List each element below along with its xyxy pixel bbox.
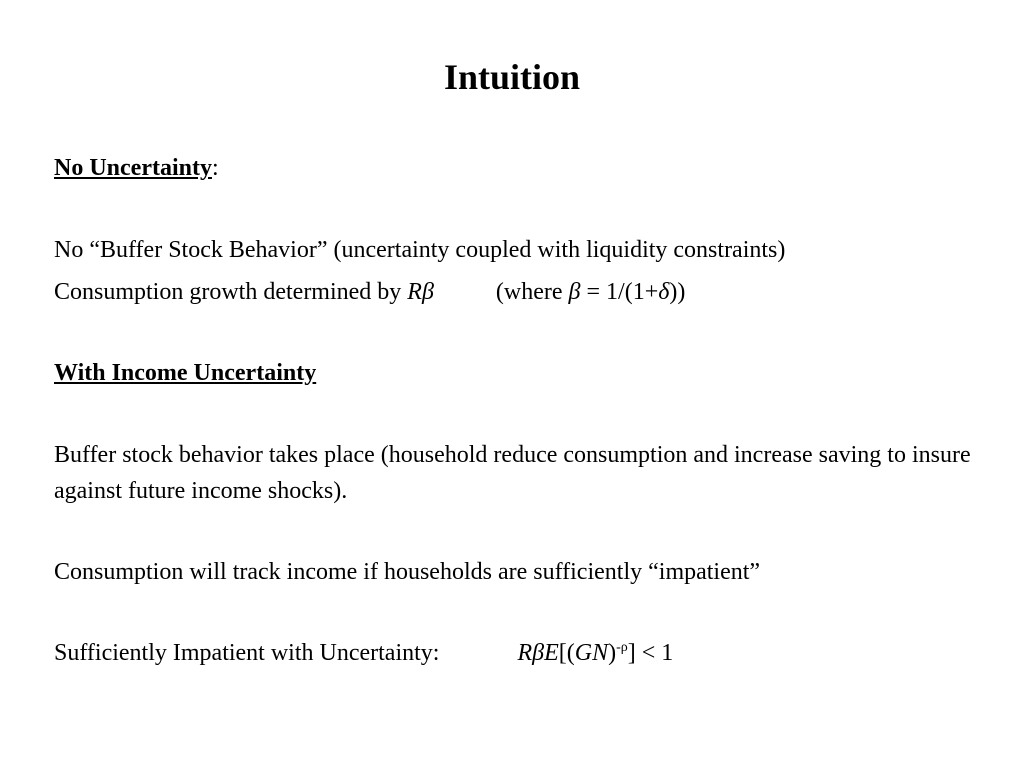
- where-close: )): [669, 279, 686, 305]
- consumption-track-line: Consumption will track income if households are sufficiently “impatient”: [54, 559, 761, 585]
- cond-close-paren: ): [608, 640, 617, 666]
- cond-tail: ] < 1: [627, 640, 674, 666]
- cond-r: R: [517, 640, 533, 666]
- heading-colon: :: [211, 155, 219, 181]
- cond-beta: β: [532, 640, 545, 666]
- heading-income-uncertainty: With Income Uncertainty: [54, 360, 317, 386]
- cond-gn: GN: [574, 640, 609, 666]
- var-beta: β: [421, 279, 434, 305]
- condition-label: Sufficiently Impatient with Uncertainty:: [54, 640, 440, 666]
- consumption-growth-text: Consumption growth determined by: [54, 279, 408, 305]
- no-buffer-stock-line: No “Buffer Stock Behavior” (uncertainty coupled with liquidity constraints): [54, 237, 786, 263]
- where-delta: δ: [658, 279, 670, 305]
- heading-income-uncertainty-line: [54, 358, 316, 388]
- cond-open: [(: [558, 640, 575, 666]
- heading-no-uncertainty: No Uncertainty: [54, 155, 212, 181]
- where-open: (where: [495, 279, 569, 305]
- buffer-stock-paragraph: Buffer stock behavior takes place (household reduce consumption and increase saving to insure against future income shocks).: [54, 442, 971, 504]
- consumption-growth-line: [54, 277, 685, 307]
- cond-e: E: [544, 640, 559, 666]
- where-mid: = 1/(1+: [580, 279, 659, 305]
- cond-exponent: -ρ: [616, 640, 628, 655]
- slide-title: Intuition: [443, 57, 581, 97]
- impatience-condition-line: [54, 638, 673, 668]
- heading-no-uncertainty-line: [54, 153, 219, 183]
- where-beta: β: [568, 279, 581, 305]
- var-r: R: [407, 279, 422, 305]
